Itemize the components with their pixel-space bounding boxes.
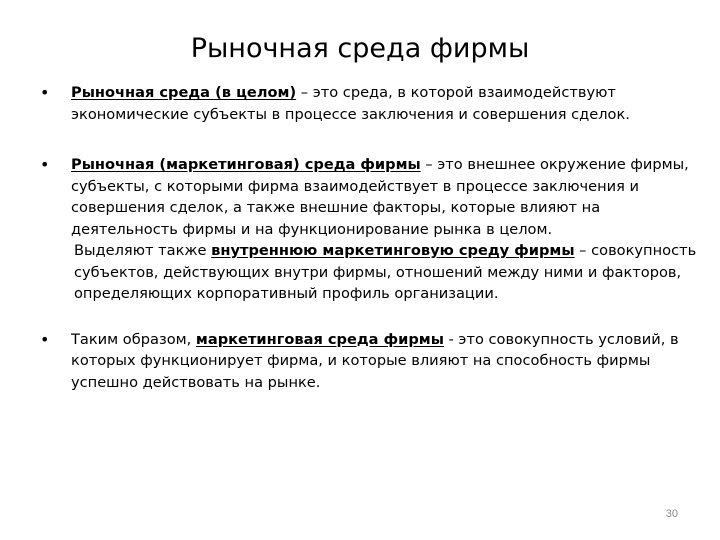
sub-paragraph — [71, 240, 700, 305]
bullet-list — [40, 82, 700, 393]
definition-text: – это внешнее окружение фирмы, субъекты, с которыми фирма взаимодействует в процессе заключения и совершения сделок, а также внешние факторы, которые влияют на деятельность фирмы и на функционирование рынка в целом. — [71, 156, 689, 238]
bullet-item — [40, 154, 700, 305]
bullet-marker: • — [40, 83, 50, 102]
bullet-item — [40, 82, 700, 125]
conclusion-lead: Таким образом, — [71, 330, 196, 348]
page-number: 30 — [665, 508, 678, 520]
term-market-environment: Рыночная среда (в целом) — [71, 84, 297, 101]
term-marketing-environment: маркетинговая среда фирмы — [195, 330, 444, 348]
bullet-marker: • — [40, 155, 50, 174]
term-firm-market-environment: Рыночная (маркетинговая) среда фирмы — [71, 156, 421, 173]
definition-text: – это среда, в которой взаимодействуют экономические субъекты в процессе заключения и совершения сделок. — [71, 84, 630, 123]
slide-title: Рыночная среда фирмы — [190, 33, 530, 64]
term-internal-environment: внутреннюю маркетинговую среду фирмы — [211, 242, 575, 259]
bullet-item — [40, 329, 700, 394]
sub-paragraph-text: – совокупность субъектов, действующих внутри фирмы, отношений между ними и факторов, определяющих корпоративный профиль организации. — [74, 242, 697, 302]
sub-paragraph-lead: Выделяют также — [74, 242, 212, 259]
definition-text: - это совокупность условий, в которых функционирует фирма, и которые влияют на способность фирмы успешно действовать на рынке. — [71, 330, 679, 391]
bullet-marker: • — [40, 329, 50, 349]
